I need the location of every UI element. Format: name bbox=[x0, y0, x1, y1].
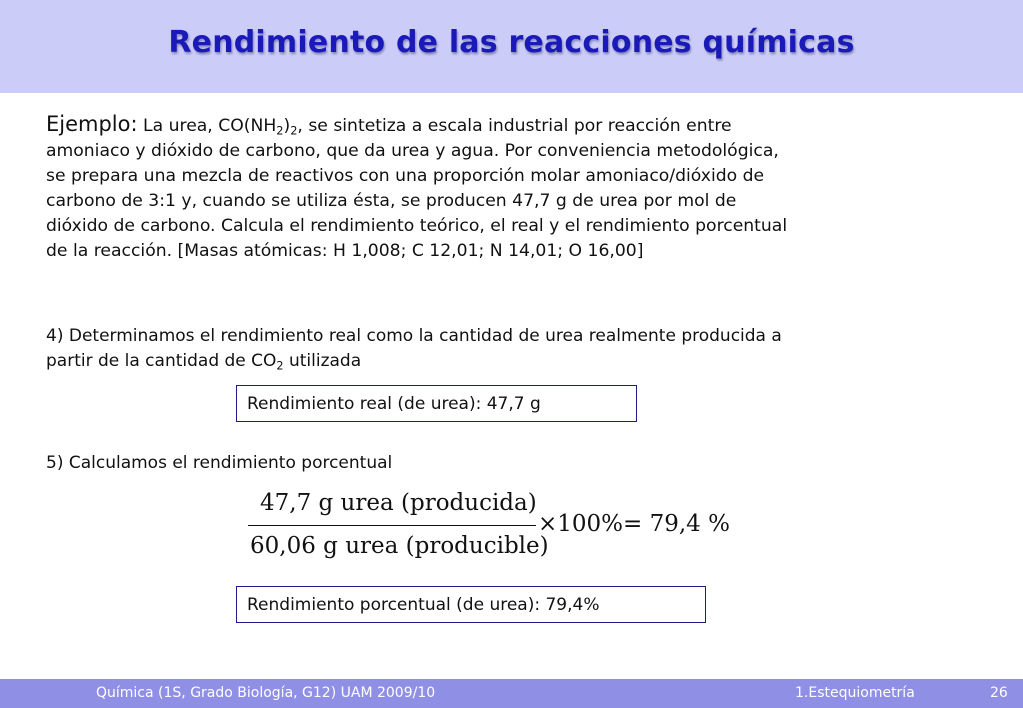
page-number: 26 bbox=[990, 685, 1008, 701]
example-line-1 bbox=[46, 112, 976, 139]
formula-subscript: 2 bbox=[290, 123, 298, 138]
example-line-2: amoniaco y dióxido de carbono, que da urea y agua. Por conveniencia metodológica, bbox=[46, 141, 779, 161]
result-box-percent bbox=[236, 586, 706, 623]
formula-close: ) bbox=[283, 116, 291, 136]
co2-subscript: 2 bbox=[276, 359, 284, 373]
fraction-bar bbox=[248, 525, 536, 526]
formula-subscript: 2 bbox=[276, 123, 284, 138]
slide-footer bbox=[0, 679, 1023, 708]
step-4 bbox=[46, 324, 986, 374]
formula-numerator: 47,7 g urea (producida) bbox=[260, 490, 537, 516]
step-4-text-end: utilizada bbox=[283, 351, 362, 371]
formula-denominator: 60,06 g urea (producible) bbox=[250, 533, 549, 559]
example-line-1-rest: , se sintetiza a escala industrial por reacción entre bbox=[297, 116, 732, 136]
step-5 bbox=[46, 451, 392, 476]
formula-result: ×100%= 79,4 % bbox=[538, 511, 730, 537]
example-line-6: de la reacción. [Masas atómicas: H 1,008; C 12,01; N 14,01; O 16,00] bbox=[46, 241, 644, 261]
step-4-line-1: 4) Determinamos el rendimiento real como la cantidad de urea realmente producida a bbox=[46, 326, 782, 346]
footer-topic: 1.Estequiometría bbox=[795, 685, 915, 701]
step-4-text: partir de la cantidad de CO bbox=[46, 351, 277, 371]
result-real-text: Rendimiento real (de urea): 47,7 g bbox=[247, 393, 541, 414]
example-intro: La urea, CO(NH bbox=[143, 116, 277, 136]
example-line-4: carbono de 3:1 y, cuando se utiliza ésta, se producen 47,7 g de urea por mol de bbox=[46, 191, 737, 211]
result-percent-text: Rendimiento porcentual (de urea): 79,4% bbox=[247, 594, 600, 615]
example-text bbox=[46, 112, 976, 264]
example-line-3: se prepara una mezcla de reactivos con una proporción molar amoniaco/dióxido de bbox=[46, 166, 765, 186]
example-line-5: dióxido de carbono. Calcula el rendimiento teórico, el real y el rendimiento porcentual bbox=[46, 216, 788, 236]
slide-header bbox=[0, 0, 1023, 93]
slide-title: Rendimiento de las reacciones químicas bbox=[168, 25, 855, 60]
footer-course: Química (1S, Grado Biología, G12) UAM 2009/10 bbox=[96, 685, 436, 701]
step-5-text: 5) Calculamos el rendimiento porcentual bbox=[46, 453, 393, 473]
percent-yield-formula bbox=[246, 486, 736, 566]
example-label: Ejemplo: bbox=[46, 112, 138, 136]
result-box-real bbox=[236, 385, 637, 422]
step-4-line-2 bbox=[46, 349, 986, 374]
